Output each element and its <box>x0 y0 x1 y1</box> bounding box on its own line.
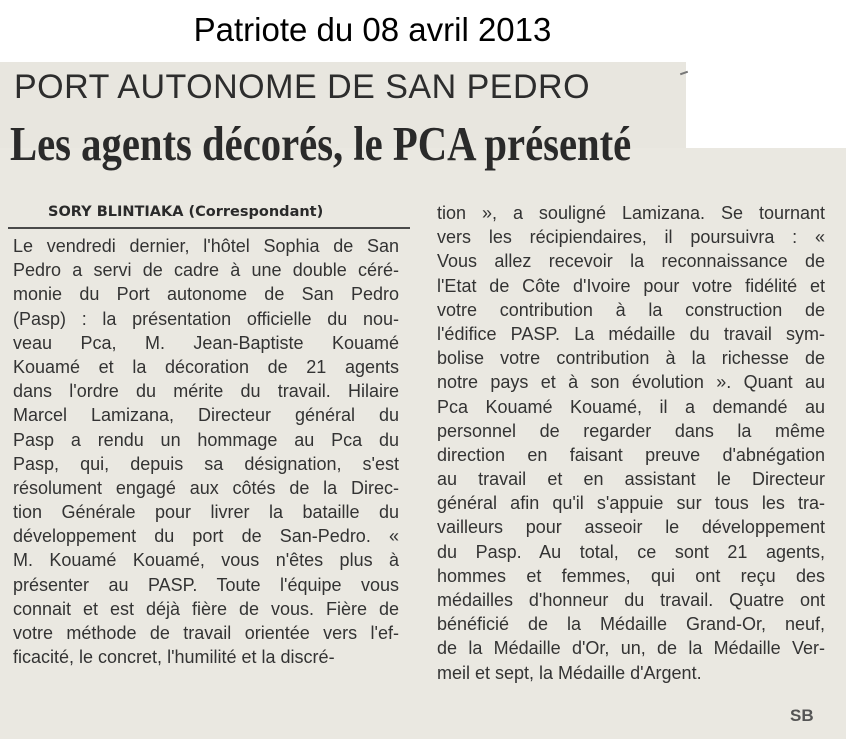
text-line: général afin qu'il s'appuie sur tous les tra- <box>437 493 825 514</box>
byline-rule <box>8 227 410 229</box>
text-line: direction en faisant preuve d'abnégation <box>437 444 825 465</box>
text-line: de la Médaille d'Or, un, de la Médaille Ver- <box>437 638 825 659</box>
text-line: vailleurs pour asseoir le développement <box>437 517 825 538</box>
text-line: ficacité, le concret, l'humilité et la discré- <box>13 647 335 668</box>
text-line: développement du port de San-Pedro. « <box>13 526 399 547</box>
text-line: Pasp a rendu un hommage au Pca du <box>13 429 399 450</box>
text-line: bénéficié de la Médaille Grand-Or, neuf, <box>437 614 825 635</box>
text-line: l'édifice PASP. La médaille du travail sym- <box>437 323 825 344</box>
text-line: vers les récipiendaires, il poursuivra : « <box>437 227 825 248</box>
text-line: connait et est déjà fière de vous. Fière de <box>13 598 399 619</box>
text-line: notre pays et à son évolution ». Quant au <box>437 372 825 393</box>
article-kicker: PORT AUTONOME DE SAN PEDRO <box>14 68 591 106</box>
article-headline: Les agents décorés, le PCA présenté <box>10 116 632 171</box>
text-line: monie du Port autonome de San Pedro <box>13 284 399 305</box>
text-line: hommes et femmes, qui ont reçu des <box>437 565 825 586</box>
text-line: votre méthode de travail orientée vers l'ef- <box>13 623 399 643</box>
text-line: Le vendredi dernier, l'hôtel Sophia de San <box>13 236 399 256</box>
text-line: bolise votre contribution à la richesse de <box>437 348 825 369</box>
text-line: médailles d'honneur du travail. Quatre ont <box>437 590 825 610</box>
author-signature: SB <box>790 706 814 725</box>
text-line: votre contribution à la construction de <box>437 299 825 320</box>
text-line: personnel de regarder dans la même <box>437 420 825 441</box>
text-line: Vous allez recevoir la reconnaissance de <box>437 251 825 272</box>
text-line: Marcel Lamizana, Directeur général du <box>13 405 399 426</box>
text-line: M. Kouamé Kouamé, vous n'êtes plus à <box>13 550 399 571</box>
text-line: tion Générale pour livrer la bataille du <box>13 502 399 523</box>
text-line: au travail et en assistant le Directeur <box>437 469 825 490</box>
page-caption: Patriote du 08 avril 2013 <box>193 11 552 48</box>
newspaper-clipping <box>0 62 846 739</box>
article-column-2 <box>437 201 825 685</box>
text-line: Pca Kouamé Kouamé, il a demandé au <box>437 396 825 417</box>
text-line: l'Etat de Côte d'Ivoire pour votre fidélité et <box>437 275 825 296</box>
text-line: Pasp, qui, depuis sa désignation, s'est <box>13 453 399 474</box>
text-line: veau Pca, M. Jean-Baptiste Kouamé <box>13 332 399 353</box>
article-byline: SORY BLINTIAKA (Correspondant) <box>48 204 324 220</box>
text-line: tion », a souligné Lamizana. Se tournant <box>437 203 825 223</box>
text-line: meil et sept, la Médaille d'Argent. <box>437 662 702 683</box>
text-line: Pedro a servi de cadre à une double céré- <box>13 260 399 281</box>
text-line: Kouamé et la décoration de 21 agents <box>13 356 399 377</box>
text-line: du Pasp. Au total, ce sont 21 agents, <box>437 541 825 562</box>
text-line: présenter au PASP. Toute l'équipe vous <box>13 574 399 595</box>
text-line: résolument engagé aux côtés de la Direc- <box>13 477 399 498</box>
text-line: (Pasp) : la présentation officielle du nou- <box>13 308 399 329</box>
article-column-1 <box>13 234 399 669</box>
text-line: dans l'ordre du mérite du travail. Hilaire <box>13 381 399 402</box>
